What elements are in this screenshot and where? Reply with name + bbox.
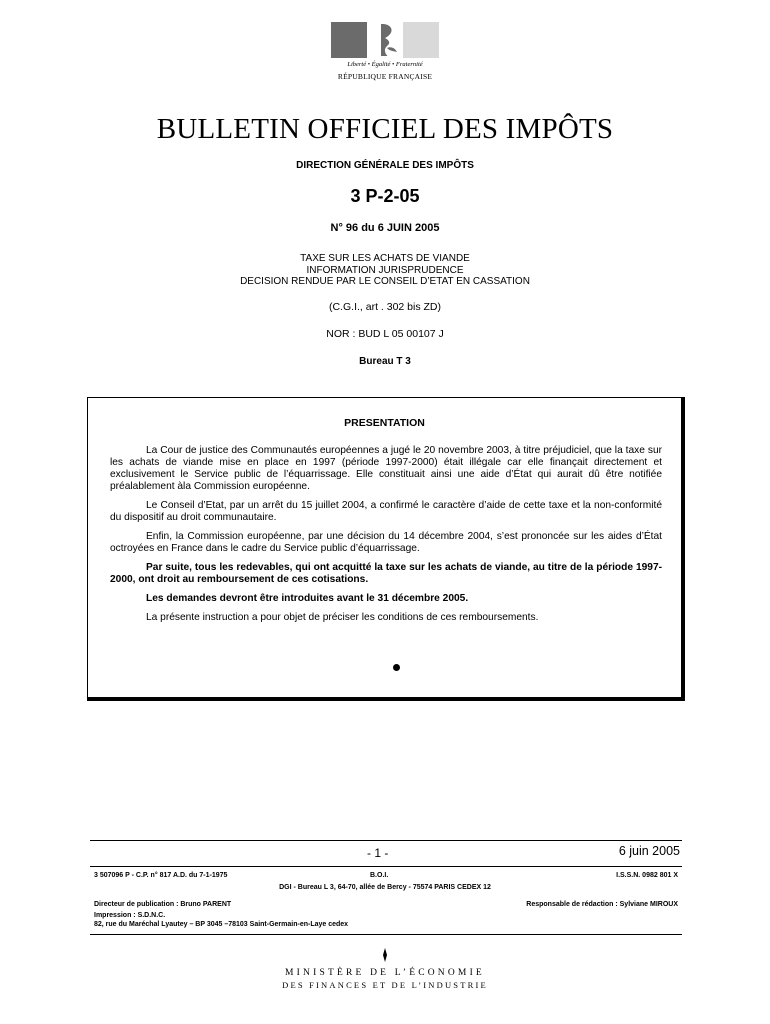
- printer-address: 82, rue du Maréchal Lyautey – BP 3045 –78103 Saint-Germain-en-Laye cedex: [94, 921, 349, 928]
- bullet-icon: [393, 664, 400, 671]
- republic-name: RÉPUBLIQUE FRANÇAISE: [337, 72, 433, 81]
- republic-logo: [331, 22, 439, 86]
- subject-line: DECISION RENDUE PAR LE CONSEIL D’ETAT EN CASSATION: [240, 276, 530, 287]
- presentation-paragraph: Par suite, tous les redevables, qui ont acquitté la taxe sur les achats de viande, au titre de la période 1997-2000, ont droit au remboursement de ces cotisations.: [110, 562, 662, 585]
- presentation-paragraph: Les demandes devront être introduites avant le 31 décembre 2005.: [146, 593, 469, 604]
- print-reference: 3 507096 P - C.P. n° 817 A.D. du 7-1-1975: [94, 872, 228, 879]
- page-date: 6 juin 2005: [618, 844, 680, 858]
- ministry-name-line: MINISTÈRE DE L’ÉCONOMIE: [285, 968, 485, 978]
- dgi-address: DGI - Bureau L 3, 64-70, allée de Bercy - 75574 PARIS CEDEX 12: [279, 884, 491, 891]
- marianne-flag-icon: [331, 22, 439, 58]
- presentation-paragraph: La Cour de justice des Communautés européennes a jugé le 20 novembre 2003, à titre préjudiciel, que la taxe sur les achats de viande mise en place en 1997 (période 1997-2000) était illégale car elle finançait directement et exclusivement le Service public de l’équarrissage. Elle constituait ainsi une aide d’État qui aurait dû être notifiée préalablement àla Commission européenne.: [110, 445, 662, 492]
- presentation-paragraph: Le Conseil d’Etat, par un arrêt du 15 juillet 2004, a confirmé le caractère d’aide de cette taxe et la non-conformité du dispositif au droit communautaire.: [110, 500, 662, 523]
- publication-director: Directeur de publication : Bruno PARENT: [94, 901, 232, 908]
- issn-number: I.S.S.N. 0982 801 X: [616, 872, 678, 879]
- ministry-name-line: DES FINANCES ET DE L’INDUSTRIE: [282, 980, 488, 990]
- presentation-box: [87, 397, 685, 701]
- editorial-manager: Responsable de rédaction : Sylviane MIROUX: [526, 901, 678, 908]
- ministry-logo: [0, 948, 770, 993]
- footer-divider: [90, 934, 682, 935]
- printer-name: Impression : S.D.N.C.: [94, 912, 166, 919]
- nor-reference: NOR : BUD L 05 00107 J: [326, 328, 444, 340]
- direction-label: DIRECTION GÉNÉRALE DES IMPÔTS: [296, 160, 474, 171]
- issue-number: N° 96 du 6 JUIN 2005: [330, 222, 440, 234]
- subject-line: INFORMATION JURISPRUDENCE: [306, 264, 464, 276]
- footer-divider: [90, 866, 682, 867]
- presentation-body: [110, 445, 662, 631]
- presentation-paragraph: La présente instruction a pour objet de préciser les conditions de ces remboursements.: [146, 612, 539, 623]
- bureau-label: Bureau T 3: [359, 356, 411, 367]
- presentation-title: PRESENTATION: [344, 417, 425, 429]
- republic-motto: Liberté • Égalité • Fraternité: [347, 61, 423, 68]
- subject-block: [0, 253, 770, 288]
- subject-line: TAXE SUR LES ACHATS DE VIANDE: [300, 253, 470, 264]
- cgi-reference: (C.G.I., art . 302 bis ZD): [328, 301, 442, 313]
- ministry-flame-icon: [381, 948, 389, 962]
- bulletin-title: BULLETIN OFFICIEL DES IMPÔTS: [156, 113, 614, 145]
- boi-label: B.O.I.: [370, 872, 389, 879]
- presentation-paragraph: Enfin, la Commission européenne, par une décision du 14 décembre 2004, s’est prononcée sur les aides d’État octroyées en France dans le cadre du Service public d’équarrissage.: [110, 531, 662, 554]
- page-number: - 1 -: [367, 846, 389, 860]
- document-reference: 3 P-2-05: [350, 186, 420, 206]
- footer-divider: [90, 840, 682, 841]
